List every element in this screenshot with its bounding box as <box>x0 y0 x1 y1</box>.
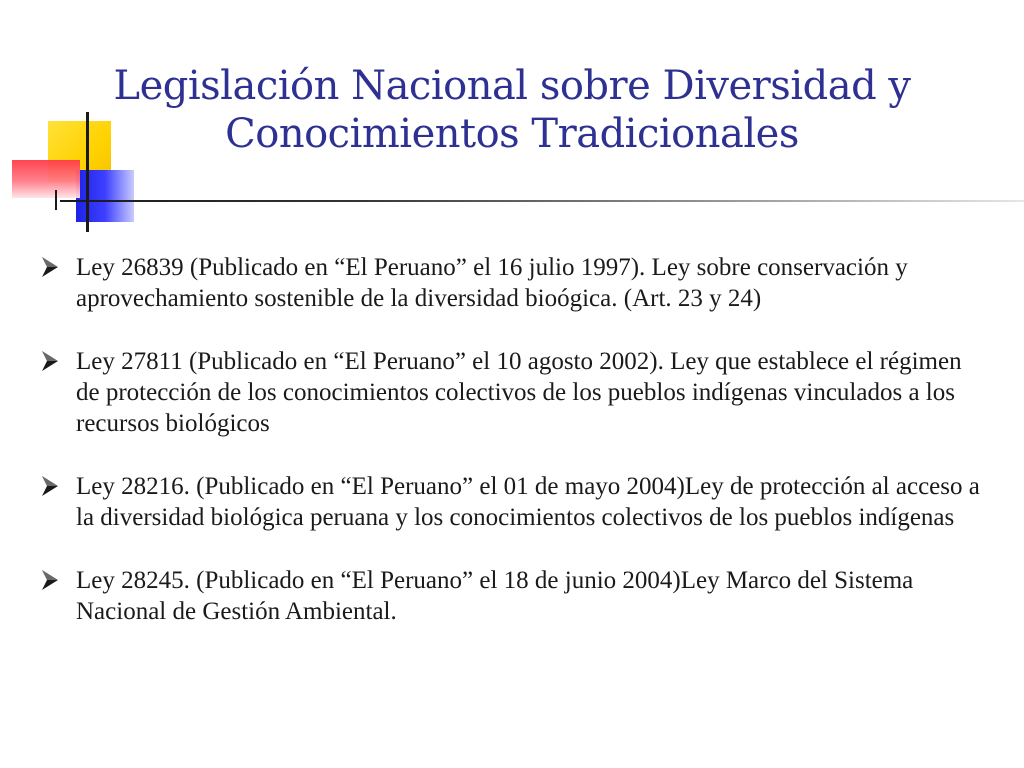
bullet-text: Ley 27811 (Publicado en “El Peruano” el 10 agosto 2002). Ley que establece el régimen de protección de los conocimientos colectivos de los pueblos indígenas vinculados a los recursos biológicos <box>76 348 962 437</box>
blue-square-decoration <box>76 170 134 222</box>
vertical-line-decoration-small <box>55 190 57 210</box>
bullet-item <box>40 565 980 627</box>
bullet-text: Ley 28245. (Publicado en “El Peruano” el 18 de junio 2004)Ley Marco del Sistema Nacional de Gestión Ambiental. <box>76 567 914 625</box>
bullet-list <box>40 252 980 659</box>
arrowhead-bullet-icon <box>40 256 60 278</box>
red-square-decoration <box>12 160 80 198</box>
bullet-item <box>40 346 980 439</box>
slide-title-line-1: Legislación Nacional sobre Diversidad y <box>113 63 911 109</box>
bullet-item <box>40 471 980 533</box>
arrowhead-bullet-icon <box>40 350 60 372</box>
arrowhead-bullet-icon <box>40 569 60 591</box>
arrowhead-bullet-icon <box>40 475 60 497</box>
bullet-text: Ley 26839 (Publicado en “El Peruano” el 16 julio 1997). Ley sobre conservación y aprovechamiento sostenible de la diversidad bioógica. (Art. 23 y 24) <box>76 254 908 312</box>
bullet-item <box>40 252 980 314</box>
slide-title-line-2: Conocimientos Tradicionales <box>225 111 799 157</box>
bullet-text: Ley 28216. (Publicado en “El Peruano” el 01 de mayo 2004)Ley de protección al acceso a la diversidad biológica peruana y los conocimientos colectivos de los pueblos indígenas <box>76 473 980 531</box>
slide-title <box>30 62 994 158</box>
horizontal-rule <box>60 200 1024 202</box>
